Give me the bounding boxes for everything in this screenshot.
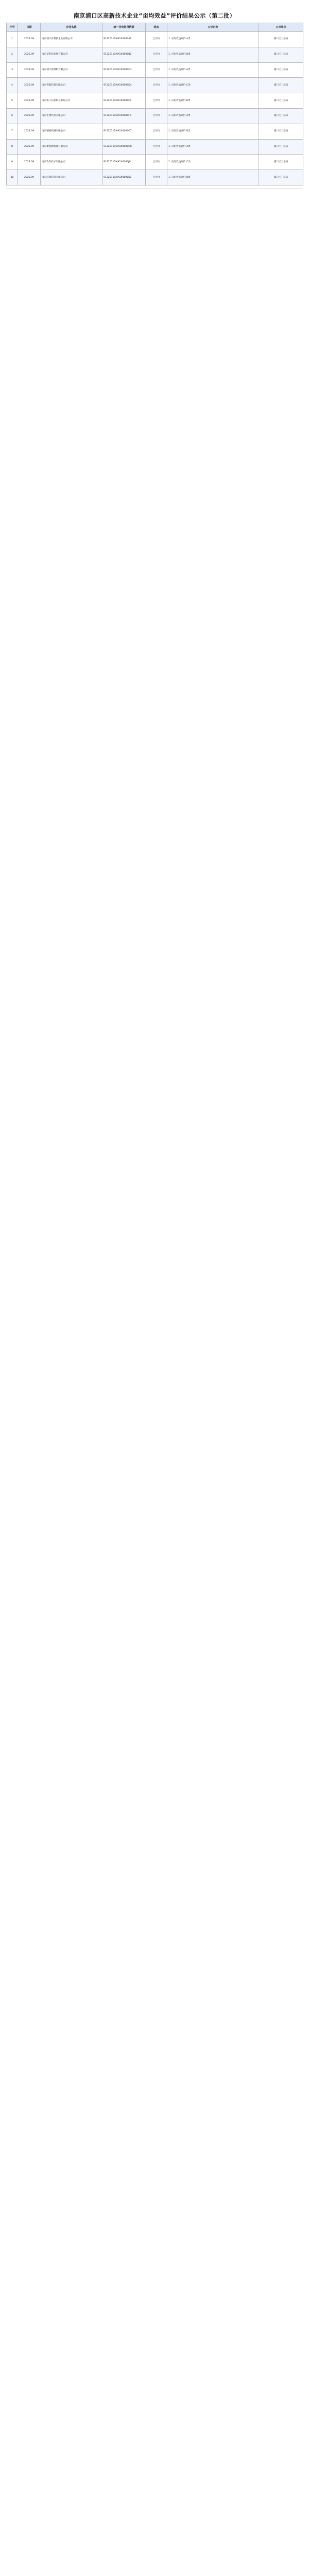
cell-notice: 1. 亩均效益评价 A类 <box>167 32 259 47</box>
cell-date: 2023.09 <box>18 170 41 185</box>
table-body <box>7 32 303 185</box>
cell-status: 已评价 <box>146 124 167 139</box>
table-row <box>7 108 303 124</box>
cell-company-name: 南京电子信息科技有限公司 <box>41 93 102 109</box>
cell-authority: 浦口区工信局 <box>259 155 303 170</box>
column-header-status: 状态 <box>146 23 167 32</box>
cell-credit-code: 91320111MA1X0000A1 <box>102 32 146 47</box>
column-header-code: 统一社会信用代码 <box>102 23 146 32</box>
cell-credit-code: 91320111MA1X0000G7 <box>102 124 146 139</box>
cell-company-name: 南京智能装备有限公司 <box>41 78 102 93</box>
cell-company-name: 南京精密机械有限公司 <box>41 124 102 139</box>
cell-no: 9 <box>7 155 18 170</box>
cell-notice: 1. 亩均效益评价 A类 <box>167 139 259 155</box>
cell-status: 已评价 <box>146 139 167 155</box>
cell-status: 已评价 <box>146 47 167 62</box>
table-header-row <box>7 23 303 32</box>
cell-status: 已评价 <box>146 93 167 109</box>
cell-no: 5 <box>7 93 18 109</box>
cell-authority: 浦口区工信局 <box>259 93 303 109</box>
cell-authority: 浦口区工信局 <box>259 139 303 155</box>
table-row <box>7 32 303 47</box>
cell-date: 2023.09 <box>18 139 41 155</box>
cell-credit-code: 91320111MA1X0000D4 <box>102 78 146 93</box>
cell-notice: 1. 亩均效益评价 C类 <box>167 78 259 93</box>
cell-company-name: 南京浦口区科技企业有限公司 <box>41 32 102 47</box>
table-row <box>7 47 303 62</box>
cell-credit-code: 91320111MA1X0000C3 <box>102 62 146 78</box>
table-row <box>7 78 303 93</box>
cell-credit-code: 91320111MA1X0000B2 <box>102 47 146 62</box>
cell-date: 2023.09 <box>18 155 41 170</box>
cell-no: 6 <box>7 108 18 124</box>
cell-credit-code: 91320111MA1X0000H8 <box>102 139 146 155</box>
page-title: 南京浦口区高新技术企业“亩均效益”评价结果公示（第二批） <box>73 12 236 19</box>
cell-authority: 浦口区工信局 <box>259 32 303 47</box>
cell-credit-code: 91320111MA1X0000F6 <box>102 108 146 124</box>
cell-notice: 1. 亩均效益评价 B类 <box>167 93 259 109</box>
cell-status: 已评价 <box>146 108 167 124</box>
cell-company-name: 南京新能源科技有限公司 <box>41 139 102 155</box>
title-block <box>6 0 303 23</box>
cell-notice: 1. 亩均效益评价 B类 <box>167 170 259 185</box>
cell-no: 7 <box>7 124 18 139</box>
column-header-date: 日期 <box>18 23 41 32</box>
cell-date: 2023.09 <box>18 62 41 78</box>
cell-status: 已评价 <box>146 78 167 93</box>
table-row <box>7 155 303 170</box>
cell-authority: 浦口区工信局 <box>259 124 303 139</box>
column-header-authority: 公示单位 <box>259 23 303 32</box>
table-row <box>7 124 303 139</box>
cell-credit-code: 91320111MA1X0000K0 <box>102 170 146 185</box>
cell-no: 2 <box>7 47 18 62</box>
cell-status: 已评价 <box>146 62 167 78</box>
cell-credit-code: 91320111MA1X0000E5 <box>102 93 146 109</box>
cell-status: 已评价 <box>146 32 167 47</box>
cell-authority: 浦口区工信局 <box>259 62 303 78</box>
cell-date: 2023.09 <box>18 32 41 47</box>
cell-notice: 1. 亩均效益评价 C类 <box>167 155 259 170</box>
cell-notice: 1. 亩均效益评价 B类 <box>167 47 259 62</box>
cell-date: 2023.09 <box>18 78 41 93</box>
cell-company-name: 南京某科技发展有限公司 <box>41 47 102 62</box>
column-header-notice: 公示内容 <box>167 23 259 32</box>
cell-no: 3 <box>7 62 18 78</box>
cell-company-name: 南京软件技术有限公司 <box>41 155 102 170</box>
cell-authority: 浦口区工信局 <box>259 78 303 93</box>
registry-table <box>6 23 303 185</box>
cell-status: 已评价 <box>146 155 167 170</box>
cell-company-name: 南京环保科技有限公司 <box>41 170 102 185</box>
table-row <box>7 93 303 109</box>
table-row <box>7 170 303 185</box>
cell-notice: 1. 亩均效益评价 A类 <box>167 108 259 124</box>
column-header-name: 企业名称 <box>41 23 102 32</box>
cell-notice: 1. 亩均效益评价 B类 <box>167 124 259 139</box>
column-header-no: 序号 <box>7 23 18 32</box>
cell-authority: 浦口区工信局 <box>259 170 303 185</box>
cell-date: 2023.09 <box>18 47 41 62</box>
cell-no: 10 <box>7 170 18 185</box>
cell-company-name: 南京浦口新材料有限公司 <box>41 62 102 78</box>
cell-authority: 浦口区工信局 <box>259 47 303 62</box>
cell-authority: 浦口区工信局 <box>259 108 303 124</box>
cell-credit-code: 91320111MA1X0000J9 <box>102 155 146 170</box>
cell-notice: 1. 亩均效益评价 A类 <box>167 62 259 78</box>
cell-no: 1 <box>7 32 18 47</box>
cell-date: 2023.09 <box>18 124 41 139</box>
cell-date: 2023.09 <box>18 108 41 124</box>
table-row <box>7 139 303 155</box>
cell-no: 4 <box>7 78 18 93</box>
cell-date: 2023.09 <box>18 93 41 109</box>
table-row <box>7 62 303 78</box>
cell-company-name: 南京生物医药有限公司 <box>41 108 102 124</box>
cell-no: 8 <box>7 139 18 155</box>
cell-status: 已评价 <box>146 170 167 185</box>
